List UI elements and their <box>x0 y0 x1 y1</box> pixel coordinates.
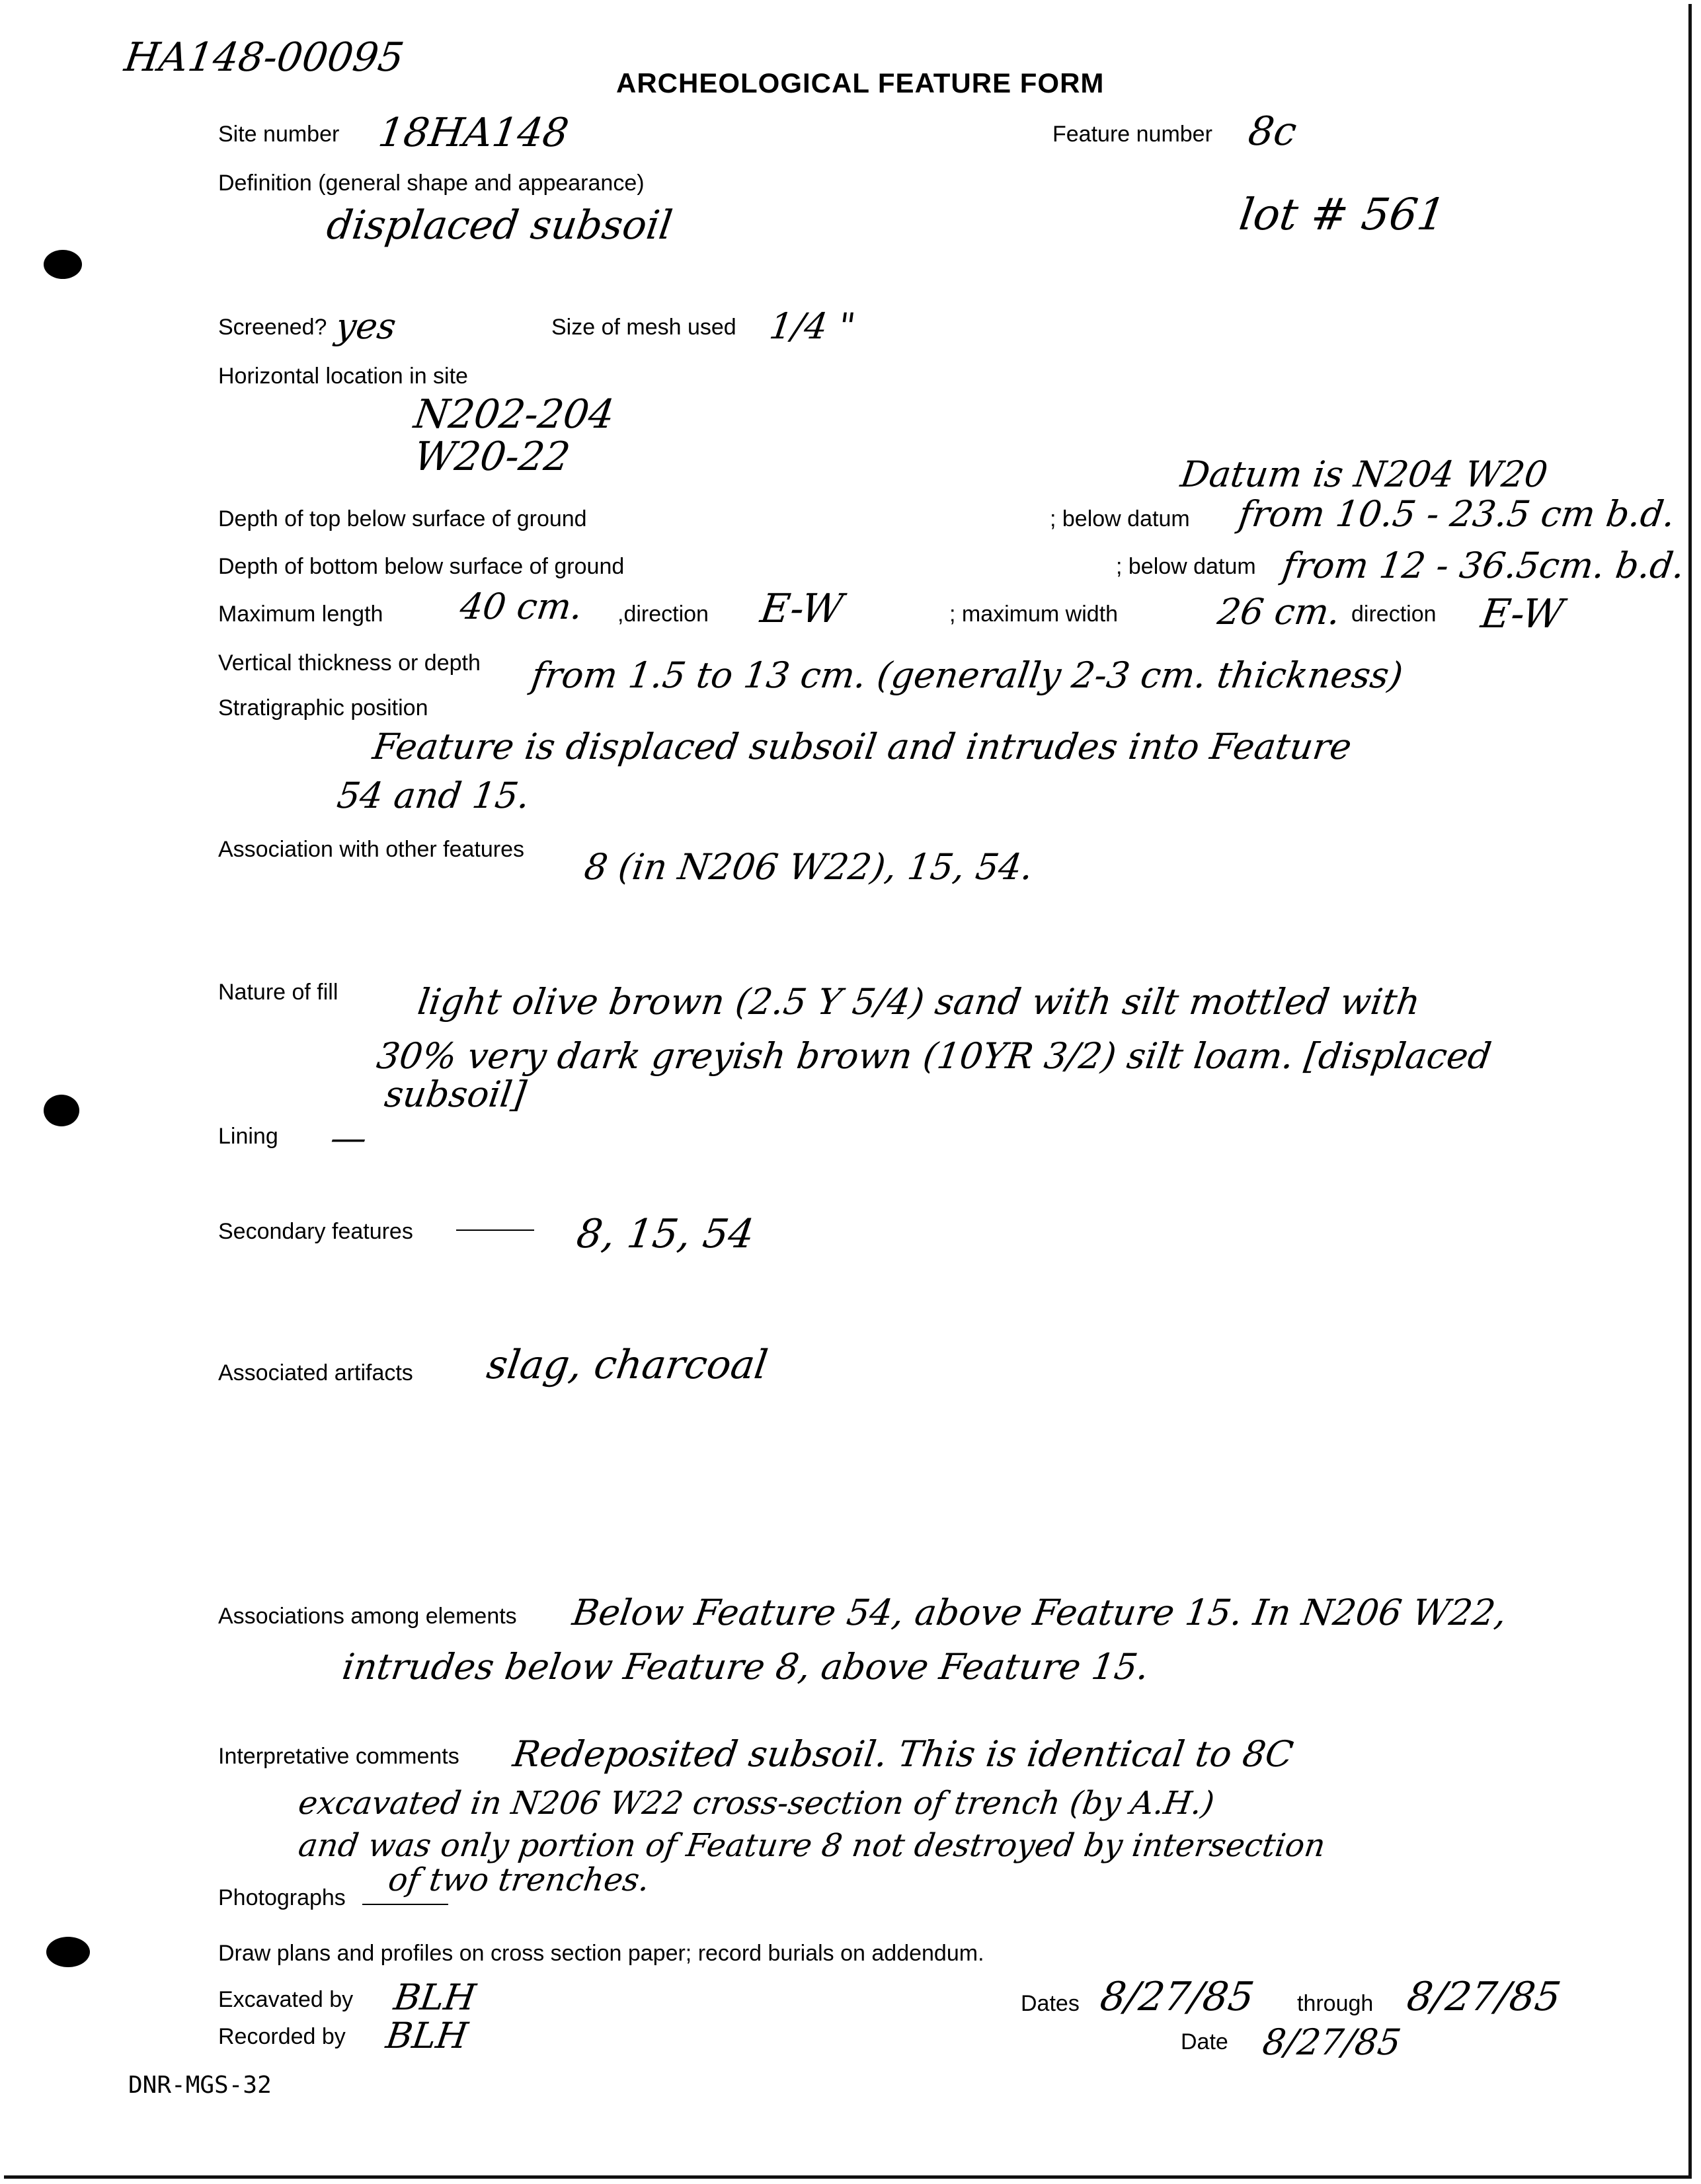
max-length-value: 40 cm. <box>457 586 586 627</box>
length-direction-label: ,direction <box>617 602 709 627</box>
associated-artifacts-value: slag, charcoal <box>484 1342 771 1388</box>
screened-label: Screened? <box>218 315 327 340</box>
form-code: DNR-MGS-32 <box>128 2072 272 2099</box>
depth-top-datum-value: from 10.5 - 23.5 cm b.d. <box>1236 493 1678 535</box>
punch-hole-middle <box>44 1095 79 1126</box>
definition-value: displaced subsoil <box>324 202 676 249</box>
recorded-by-value: BLH <box>383 2015 471 2056</box>
interpretative-comments-line2: excavated in N206 W22 cross-section of trench (by A.H.) <box>296 1785 1217 1822</box>
feature-number-value: 8c <box>1246 108 1300 155</box>
screened-value: yes <box>333 305 399 347</box>
width-direction-value: E-W <box>1478 591 1567 637</box>
dates-through-label: through <box>1297 1991 1374 2016</box>
associations-among-elements-line1: Below Feature 54, above Feature 15. In N206 W22, <box>570 1592 1509 1633</box>
mesh-size-label: Size of mesh used <box>551 315 736 340</box>
secondary-features-label: Secondary features <box>218 1219 413 1244</box>
width-direction-label: direction <box>1351 602 1437 627</box>
punch-hole-bottom <box>46 1937 90 1967</box>
stratigraphic-position-line2: 54 and 15. <box>335 775 533 816</box>
dates-from-value: 8/27/85 <box>1097 1974 1257 2020</box>
dates-through-value: 8/27/85 <box>1404 1974 1564 2020</box>
depth-bottom-label: Depth of bottom below surface of ground <box>218 554 625 579</box>
date-label: Date <box>1181 2029 1228 2054</box>
nature-of-fill-line2: 30% very dark greyish brown (10YR 3/2) silt loam. [displaced <box>374 1035 1494 1077</box>
length-direction-value: E-W <box>758 586 846 632</box>
associations-among-elements-label: Associations among elements <box>218 1604 517 1629</box>
definition-label: Definition (general shape and appearance) <box>218 171 645 196</box>
photographs-label: Photographs <box>218 1885 346 1910</box>
date-value: 8/27/85 <box>1260 2021 1404 2063</box>
document-id: HA148-00095 <box>122 34 407 81</box>
interpretative-comments-line1: Redeposited subsoil. This is identical to 8C <box>510 1733 1296 1775</box>
nature-of-fill-line1: light olive brown (2.5 Y 5/4) sand with silt mottled with <box>415 981 1423 1023</box>
max-length-label: Maximum length <box>218 602 383 627</box>
associated-artifacts-label: Associated artifacts <box>218 1360 413 1385</box>
horizontal-location-label: Horizontal location in site <box>218 364 468 389</box>
depth-top-datum-label: ; below datum <box>1050 506 1190 531</box>
instructions-text: Draw plans and profiles on cross section paper; record burials on addendum. <box>218 1941 984 1966</box>
nature-of-fill-label: Nature of fill <box>218 980 338 1005</box>
depth-bottom-datum-label: ; below datum <box>1116 554 1256 579</box>
nature-of-fill-line3: subsoil] <box>382 1073 529 1115</box>
vertical-thickness-value: from 1.5 to 13 cm. (generally 2-3 cm. thickness) <box>529 654 1406 696</box>
lining-label: Lining <box>218 1124 278 1149</box>
site-number-value: 18HA148 <box>376 110 572 156</box>
form-title: ARCHEOLOGICAL FEATURE FORM <box>616 67 1105 98</box>
secondary-features-dash <box>456 1229 534 1231</box>
stratigraphic-position-label: Stratigraphic position <box>218 695 428 721</box>
mesh-size-value: 1/4 " <box>767 305 858 347</box>
depth-top-label: Depth of top below surface of ground <box>218 506 587 531</box>
dates-label: Dates <box>1021 1991 1080 2016</box>
horizontal-location-north: N202-204 <box>411 391 617 438</box>
excavated-by-label: Excavated by <box>218 1987 354 2012</box>
punch-hole-top <box>44 250 82 279</box>
site-number-label: Site number <box>218 122 340 147</box>
excavated-by-value: BLH <box>391 1976 479 2018</box>
interpretative-comments-label: Interpretative comments <box>218 1744 459 1769</box>
lining-value: — <box>328 1117 370 1159</box>
association-value: 8 (in N206 W22), 15, 54. <box>582 846 1036 888</box>
secondary-features-value: 8, 15, 54 <box>574 1211 758 1257</box>
lot-number: lot # 561 <box>1236 189 1449 240</box>
max-width-label: ; maximum width <box>949 602 1119 627</box>
depth-bottom-datum-value: from 12 - 36.5cm. b.d. <box>1280 545 1688 586</box>
max-width-value: 26 cm. <box>1215 591 1343 633</box>
datum-note: Datum is N204 W20 <box>1178 453 1551 495</box>
interpretative-comments-line3: and was only portion of Feature 8 not destroyed by intersection <box>296 1827 1328 1864</box>
interpretative-comments-line4: of two trenches. <box>386 1861 652 1898</box>
horizontal-location-west: W20-22 <box>411 434 573 480</box>
associations-among-elements-line2: intrudes below Feature 8, above Feature 15. <box>340 1646 1152 1688</box>
feature-number-label: Feature number <box>1052 122 1212 147</box>
association-label: Association with other features <box>218 837 525 862</box>
vertical-thickness-label: Vertical thickness or depth <box>218 650 481 676</box>
stratigraphic-position-line1: Feature is displaced subsoil and intrudes into Feature <box>370 726 1355 767</box>
photographs-underline <box>362 1904 448 1905</box>
recorded-by-label: Recorded by <box>218 2024 346 2049</box>
